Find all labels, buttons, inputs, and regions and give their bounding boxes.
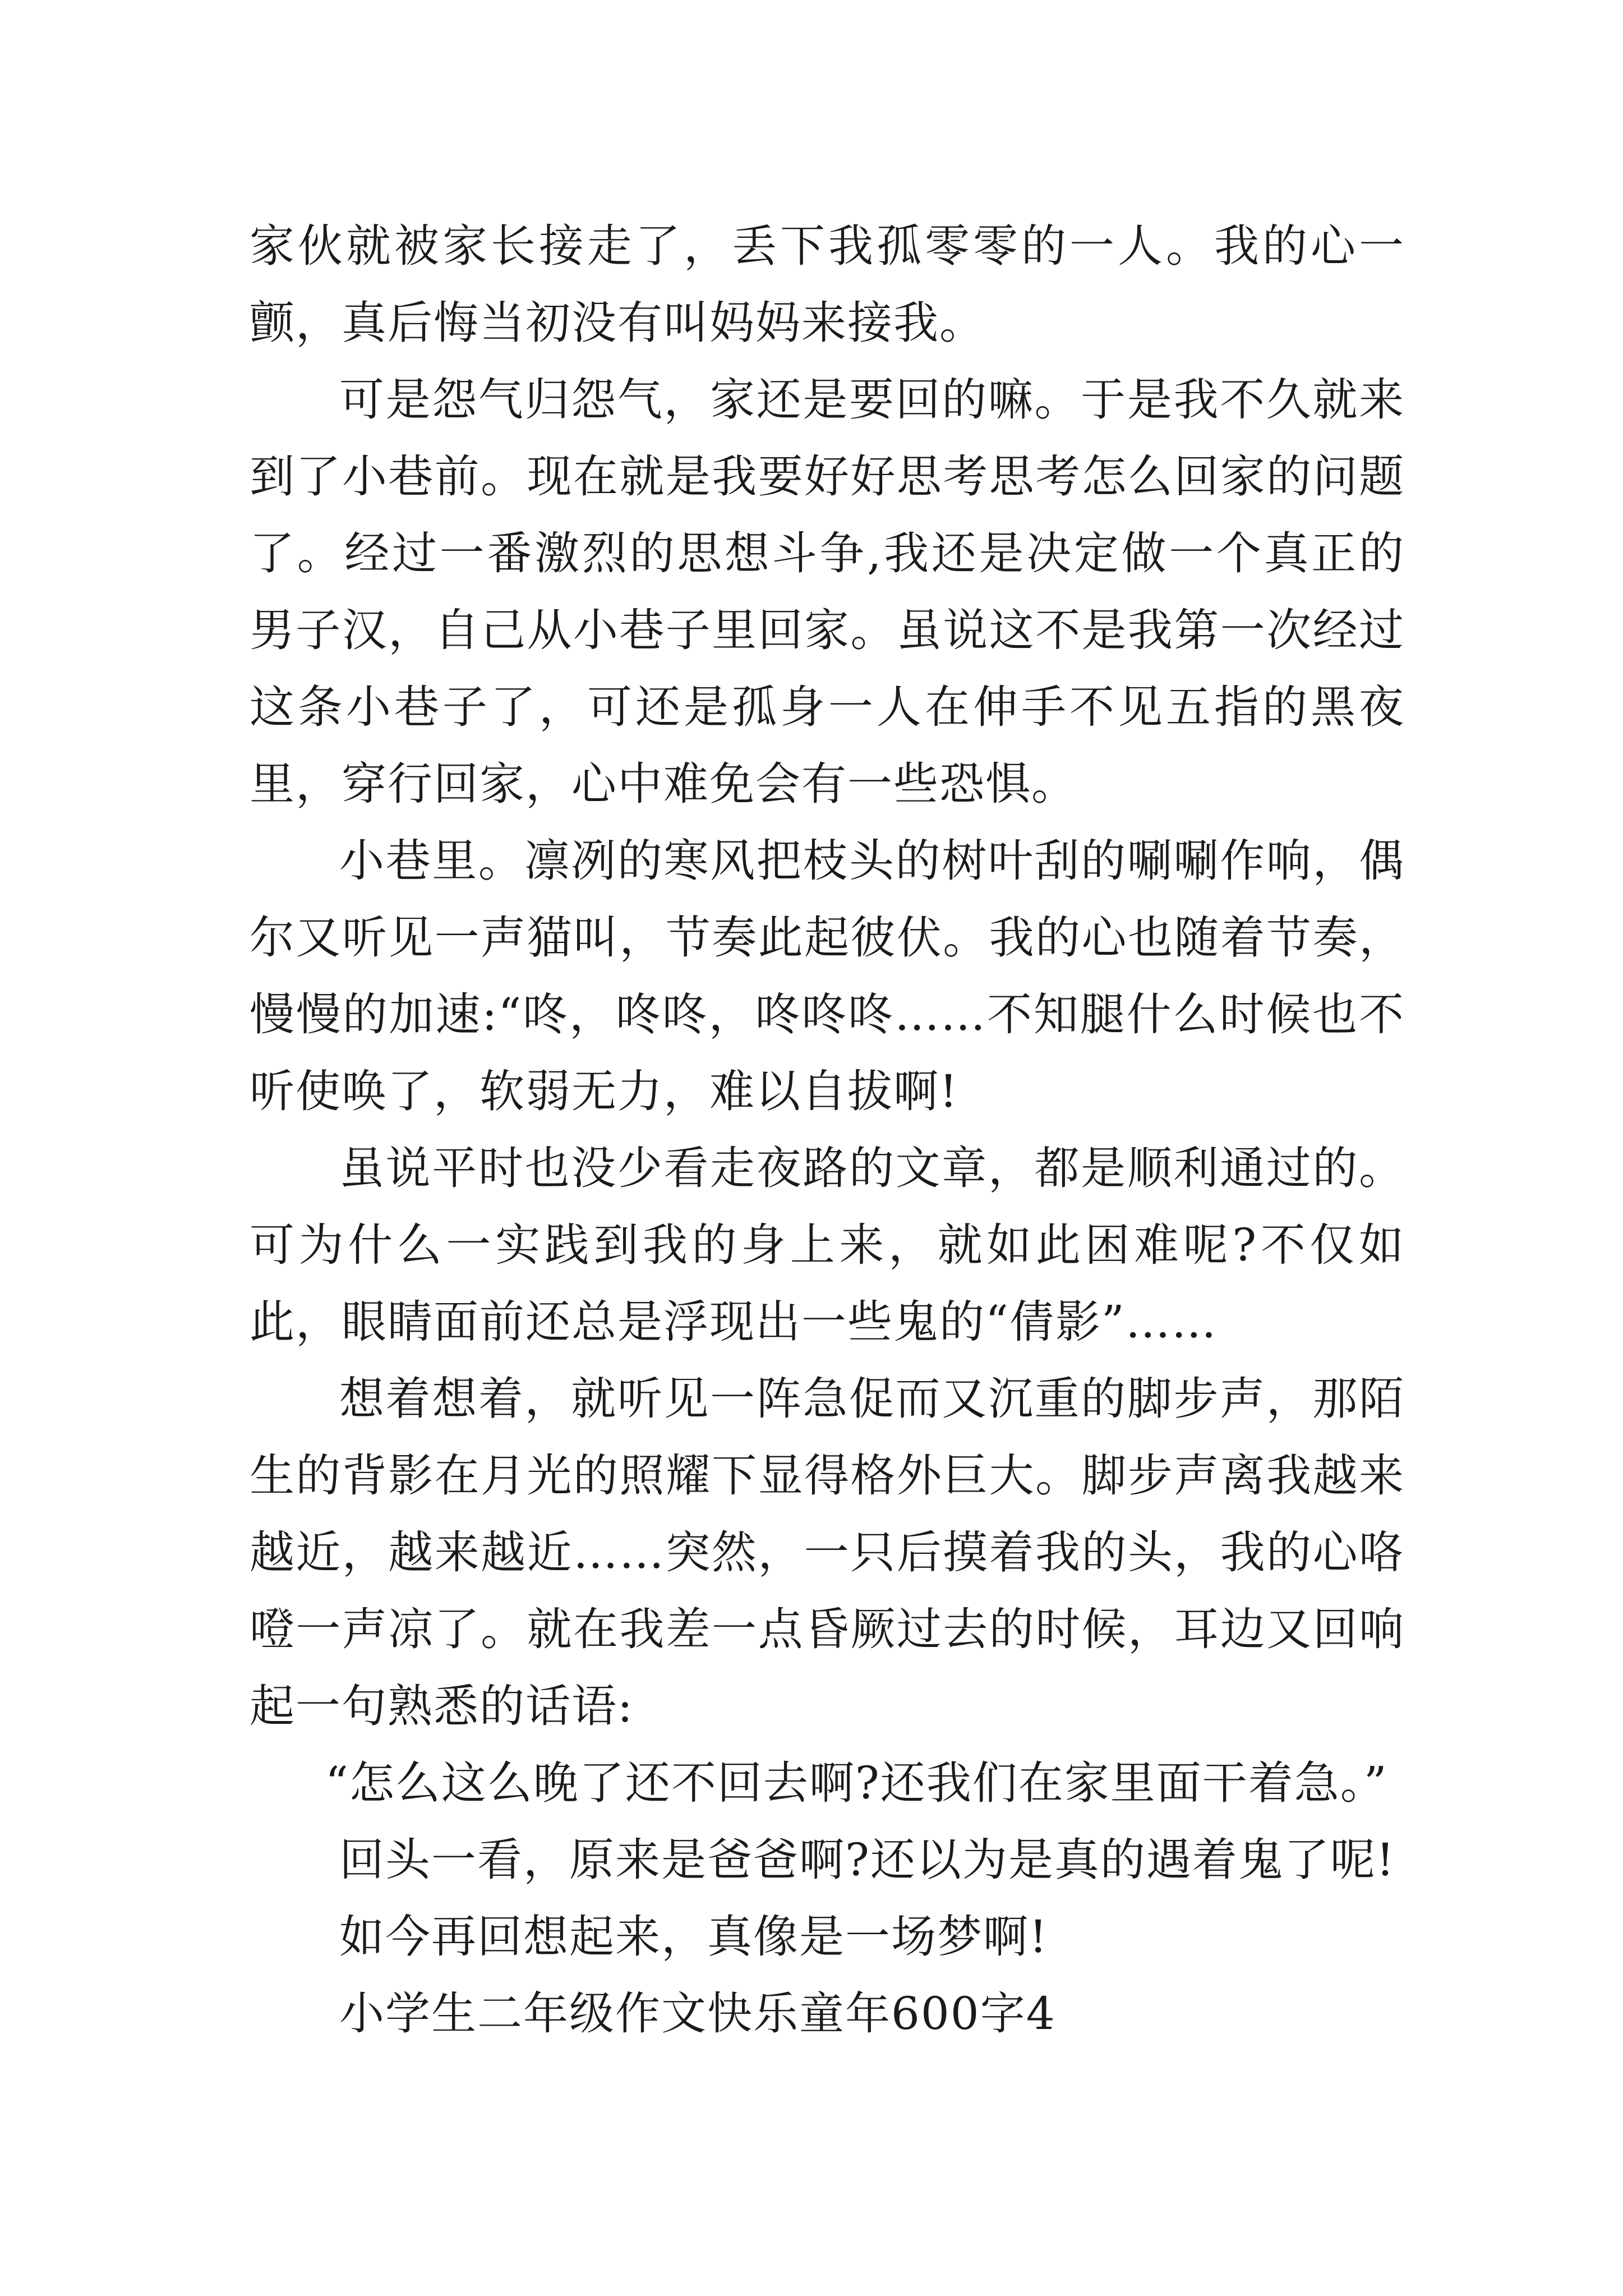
paragraph-6-quote: “怎么这么晚了还不回去啊?还我们在家里面干着急。”	[325, 1757, 1388, 1809]
section-heading: 小学生二年级作文快乐童年600字4	[339, 1987, 1056, 2040]
paragraph-3: 小巷里。凛冽的寒风把枝头的树叶刮的唰唰作响，偶尔又听见一声猫叫，节奏此起彼伏。我的心也随着节奏，慢慢的加速:“咚，咚咚，咚咚咚……不知腿什么时候也不听使唤了，软弱无力，难以自拔啊!	[250, 835, 1405, 1117]
paragraph-8: 如今再回想起来，真像是一场梦啊!	[339, 1911, 1049, 1963]
paragraph-4: 虽说平时也没少看走夜路的文章，都是顺利通过的。可为什么一实践到我的身上来，就如此困难呢?不仅如此，眼睛面前还总是浮现出一些鬼的“倩影”……	[250, 1142, 1405, 1348]
paragraph-5: 想着想着，就听见一阵急促而又沉重的脚步声，那陌生的背影在月光的照耀下显得格外巨大。脚步声离我越来越近，越来越近……突然，一只后摸着我的头，我的心咯噔一声凉了。就在我差一点昏厥过去的时候，耳边又回响起一句熟悉的话语:	[250, 1373, 1405, 1732]
paragraph-1: 家伙就被家长接走了，丢下我孤零零的一人。我的心一颤，真后悔当初没有叫妈妈来接我。	[250, 220, 1405, 349]
document-body	[250, 208, 1405, 2052]
paragraph-7: 回头一看，原来是爸爸啊?还以为是真的遇着鬼了呢!	[339, 1834, 1396, 1886]
paragraph-2: 可是怨气归怨气，家还是要回的嘛。于是我不久就来到了小巷前。现在就是我要好好思考思考怎么回家的问题了。经过一番激烈的思想斗争,我还是决定做一个真正的男子汉，自己从小巷子里回家。虽说这不是我第一次经过这条小巷子了，可还是孤身一人在伸手不见五指的黑夜里，穿行回家，心中难免会有一些恐惧。	[250, 374, 1405, 810]
